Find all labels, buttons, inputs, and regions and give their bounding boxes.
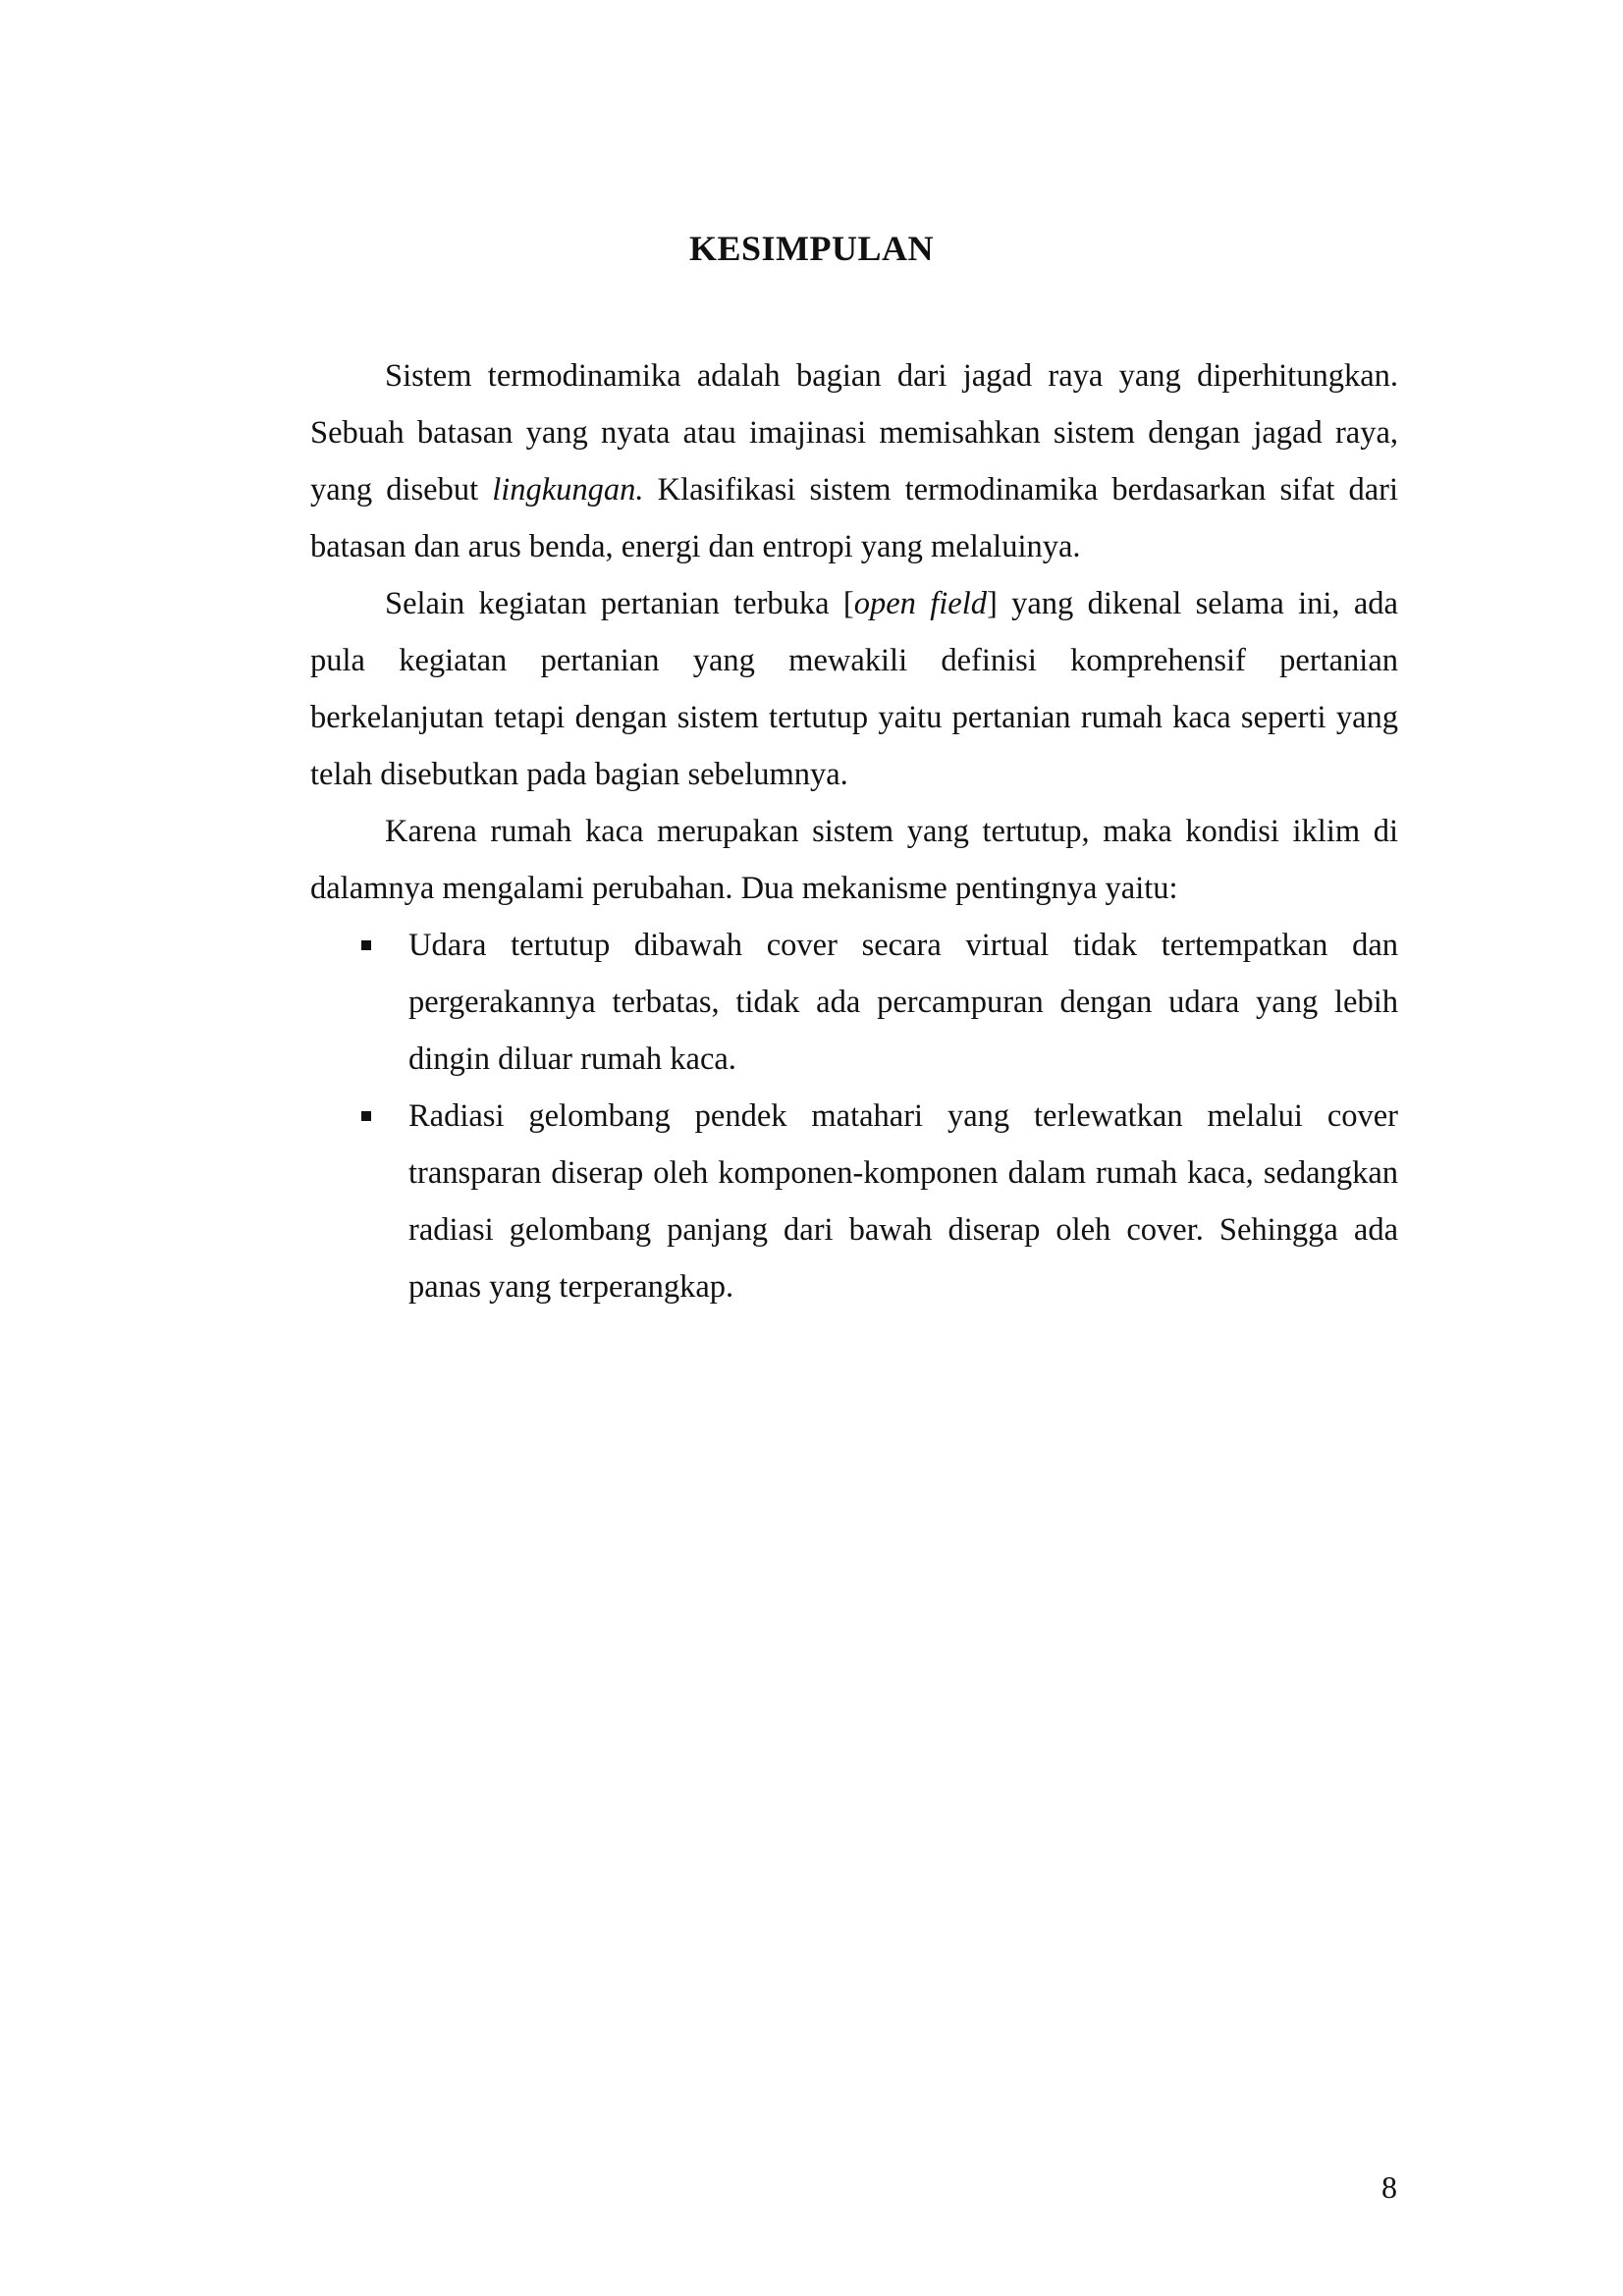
square-bullet-icon [361, 1111, 371, 1121]
paragraph-2-text-b: ] yang dikenal selama ini, ada pula kegiatan pertanian yang mewakili definisi komprehensif pertanian berkelanjutan tetapi dengan sistem tertutup yaitu pertanian rumah kaca seperti yang telah disebutkan pada bagian sebelumnya. [310, 586, 1398, 792]
list-item [310, 1088, 1398, 1315]
square-bullet-icon [361, 940, 371, 950]
body-text [310, 347, 1398, 1315]
paragraph-1-italic-term: lingkungan. [492, 472, 644, 507]
paragraph-2-text-a: Selain kegiatan pertanian terbuka [ [385, 586, 854, 621]
mechanism-list [310, 917, 1398, 1315]
list-item-text: Udara tertutup dibawah cover secara virtual tidak tertempatkan dan pergerakannya terbatas, tidak ada percampuran dengan udara yang lebih dingin diluar rumah kaca. [408, 928, 1398, 1077]
paragraph-1-text-b: Klasifikasi sistem termodinamika berdasarkan sifat dari batasan dan arus benda, energi dan entropi yang melaluinya. [310, 472, 1398, 564]
page-title: KESIMPULAN [688, 229, 935, 268]
paragraph-2 [310, 575, 1398, 803]
paragraph-2-italic-term: open field [853, 586, 987, 621]
list-item-text: Radiasi gelombang pendek matahari yang terlewatkan melalui cover transparan diserap oleh komponen-komponen dalam rumah kaca, sedangkan radiasi gelombang panjang dari bawah diserap oleh cover. Sehingga ada panas yang terperangkap. [408, 1098, 1398, 1305]
paragraph-3: Karena rumah kaca merupakan sistem yang tertutup, maka kondisi iklim di dalamnya mengalami perubahan. Dua mekanisme pentingnya yaitu: [310, 814, 1398, 906]
list-item [310, 917, 1398, 1088]
paragraph-1-text-a: Sistem termodinamika adalah bagian dari jagad raya yang diperhitungkan. Sebuah batasan yang nyata atau imajinasi memisahkan sistem dengan jagad raya, yang disebut [310, 358, 1398, 507]
paragraph-1 [310, 347, 1398, 575]
page-number: 8 [1381, 2169, 1397, 2205]
